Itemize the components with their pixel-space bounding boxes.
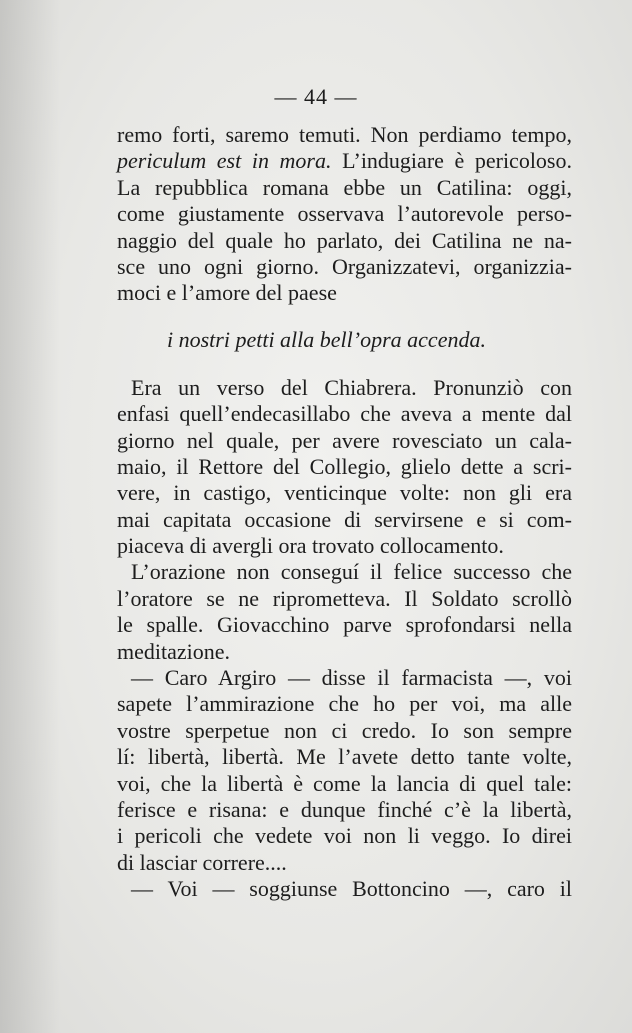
text-line: maio, il Rettore del Collegio, glielo dette a scri-: [117, 453, 572, 479]
text-line: Era un verso del Chiabrera. Pronunziò con: [131, 374, 572, 400]
text-line: — Voi — soggiunse Bottoncino —, caro il: [131, 876, 572, 902]
text-line: ferisce e risana: e dunque finché c’è la libertà,: [117, 796, 572, 822]
text-line: vostre sperpetue non ci credo. Io son sempre: [117, 717, 572, 743]
text-line: meditazione.: [117, 638, 231, 664]
text-line: vere, in castigo, venticinque volte: non gli era: [117, 480, 572, 506]
text-line: sce uno ogni giorno. Organizzatevi, organizzia-: [117, 253, 572, 279]
paragraph-2: [117, 375, 572, 560]
text-line: come giustamente osservava l’autorevole perso-: [117, 201, 572, 227]
text-line: L’orazione non conseguí il felice successo che: [131, 559, 572, 585]
text-line: La repubblica romana ebbe un Catilina: oggi,: [117, 174, 572, 200]
text-line: periculum est in mora. L’indugiare è pericoloso.: [117, 148, 572, 174]
text-line: lí: libertà, libertà. Me l’avete detto tante volte,: [117, 744, 572, 770]
text-line: piaceva di avergli ora trovato collocamento.: [117, 533, 504, 559]
text-line: di lasciar correre....: [117, 849, 287, 875]
paragraph-3: [117, 559, 572, 665]
text-line: naggio del quale ho parlato, dei Catilina ne na-: [117, 227, 572, 253]
paragraph-5: [117, 876, 572, 902]
paragraph-1: [117, 122, 572, 307]
text-line: — Caro Argiro — disse il farmacista —, voi: [131, 665, 572, 691]
text-line: enfasi quell’endecasillabo che aveva a mente dal: [117, 401, 572, 427]
verse-quote: i nostri petti alla bell’opra accenda.: [167, 326, 486, 352]
latin-phrase: periculum est in mora.: [117, 148, 332, 174]
text-line: le spalle. Giovacchino parve sprofondarsi nella: [117, 612, 572, 638]
text-line: i pericoli che vedete voi non li veggo. Io direi: [117, 823, 572, 849]
text-line: giorno nel quale, per avere rovesciato un cala-: [117, 427, 572, 453]
text-line: l’oratore se ne riprometteva. Il Soldato scrollò: [117, 585, 572, 611]
paragraph-4: [117, 665, 572, 876]
text-line: sapete l’ammirazione che ho per voi, ma alle: [117, 691, 572, 717]
page-number: — 44 —: [274, 84, 358, 109]
text-line: voi, che la libertà è come la lancia di quel tale:: [117, 770, 572, 796]
body-text: [117, 122, 572, 903]
text-line: remo forti, saremo temuti. Non perdiamo tempo,: [117, 122, 572, 147]
text-line: mai capitata occasione di servirsene e si com-: [117, 506, 572, 532]
page-shadow: [0, 0, 60, 1033]
text-line: moci e l’amore del paese: [117, 280, 337, 306]
